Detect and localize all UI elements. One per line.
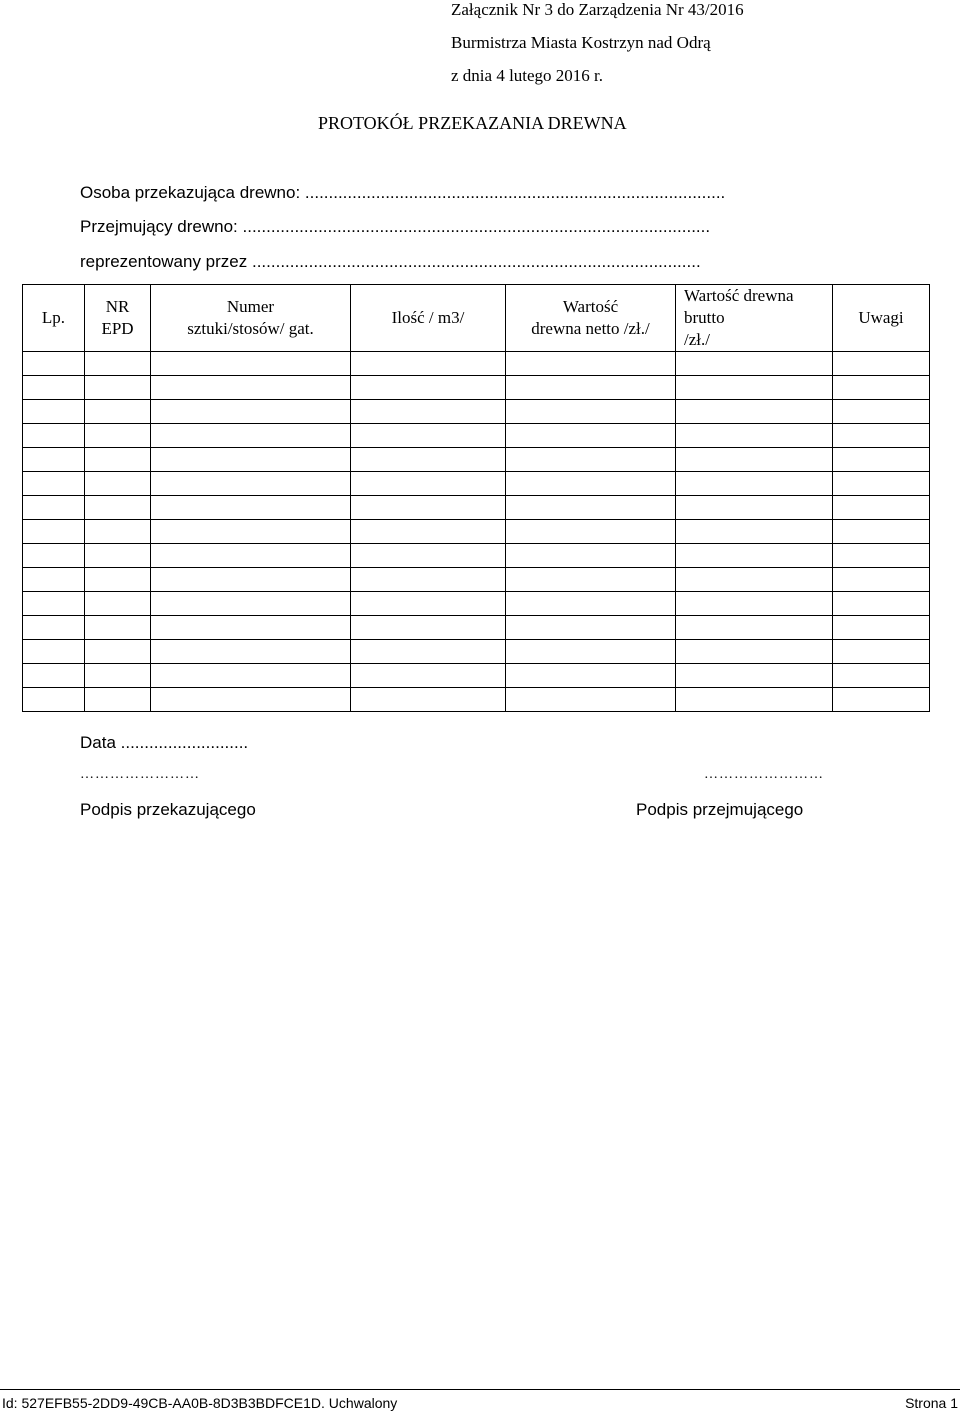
transfer-table	[22, 284, 930, 712]
table-row	[23, 352, 930, 376]
table-cell	[151, 376, 351, 400]
table-header-row	[23, 285, 930, 352]
field-przejmujacy: Przejmujący drewno: ...................................................................................................	[80, 217, 711, 236]
table-row	[23, 448, 930, 472]
table-cell	[23, 424, 85, 448]
table-cell	[833, 640, 930, 664]
table-cell	[833, 688, 930, 712]
table-cell	[85, 424, 151, 448]
table-cell	[676, 616, 833, 640]
col-header-uwagi: Uwagi	[833, 285, 930, 352]
table-row	[23, 616, 930, 640]
table-cell	[833, 472, 930, 496]
field-osoba-przekazujaca: Osoba przekazująca drewno: .........................................................................................	[80, 183, 726, 202]
table-cell	[676, 472, 833, 496]
table-cell	[23, 448, 85, 472]
table-cell	[351, 664, 506, 688]
table-cell	[151, 496, 351, 520]
table-row	[23, 688, 930, 712]
table-cell	[23, 472, 85, 496]
col-header-numer: Numer sztuki/stosów/ gat.	[151, 285, 351, 352]
table-cell	[23, 688, 85, 712]
table-cell	[506, 592, 676, 616]
table-cell	[151, 448, 351, 472]
header-line-3: z dnia 4 lutego 2016 r.	[451, 66, 604, 85]
table-cell	[833, 544, 930, 568]
table-cell	[151, 616, 351, 640]
table-cell	[351, 352, 506, 376]
table-cell	[151, 592, 351, 616]
document-title: PROTOKÓŁ PRZEKAZANIA DREWNA	[318, 113, 627, 133]
signature-label-left: Podpis przekazującego	[80, 800, 256, 819]
signature-label-right: Podpis przejmującego	[636, 800, 804, 819]
table-cell	[23, 520, 85, 544]
table-cell	[506, 376, 676, 400]
col-header-nr-epd: NR EPD	[85, 285, 151, 352]
table-cell	[351, 472, 506, 496]
date-field: Data ...........................	[80, 733, 249, 752]
table-cell	[506, 616, 676, 640]
table-cell	[151, 424, 351, 448]
table-cell	[351, 616, 506, 640]
table-row	[23, 568, 930, 592]
table-cell	[85, 544, 151, 568]
table-cell	[506, 544, 676, 568]
table-cell	[351, 424, 506, 448]
table-cell	[833, 496, 930, 520]
table-cell	[151, 544, 351, 568]
table-cell	[351, 544, 506, 568]
table-cell	[85, 472, 151, 496]
table-cell	[506, 400, 676, 424]
table-cell	[85, 592, 151, 616]
table-cell	[23, 376, 85, 400]
table-cell	[351, 688, 506, 712]
table-cell	[351, 640, 506, 664]
table-row	[23, 544, 930, 568]
table-cell	[351, 568, 506, 592]
table-cell	[85, 616, 151, 640]
table-cell	[151, 688, 351, 712]
footer-page-number: Strona 1	[905, 1395, 958, 1411]
table-cell	[506, 664, 676, 688]
table-cell	[676, 568, 833, 592]
table-row	[23, 400, 930, 424]
table-cell	[833, 376, 930, 400]
table-cell	[833, 520, 930, 544]
table-cell	[23, 616, 85, 640]
table-cell	[151, 640, 351, 664]
table-cell	[351, 592, 506, 616]
footer-document-id: Id: 527EFB55-2DD9-49CB-AA0B-8D3B3BDFCE1D. Uchwalony	[2, 1395, 398, 1411]
table-cell	[351, 448, 506, 472]
table-cell	[23, 400, 85, 424]
table-cell	[151, 472, 351, 496]
table-cell	[23, 544, 85, 568]
table-row	[23, 424, 930, 448]
table-cell	[676, 448, 833, 472]
col-header-lp: Lp.	[23, 285, 85, 352]
table-cell	[676, 376, 833, 400]
table-cell	[833, 352, 930, 376]
table-cell	[85, 640, 151, 664]
table-cell	[676, 424, 833, 448]
col-header-wartosc-netto: Wartość drewna netto /zł./	[506, 285, 676, 352]
table-cell	[23, 352, 85, 376]
table-cell	[676, 664, 833, 688]
table-cell	[23, 592, 85, 616]
table-row	[23, 664, 930, 688]
table-cell	[506, 472, 676, 496]
table-cell	[506, 448, 676, 472]
table-row	[23, 496, 930, 520]
table-cell	[85, 448, 151, 472]
field-reprezentowany: reprezentowany przez ...............................................................................................	[80, 252, 701, 271]
table-cell	[85, 664, 151, 688]
table-cell	[506, 496, 676, 520]
table-cell	[85, 568, 151, 592]
header-line-2: Burmistrza Miasta Kostrzyn nad Odrą	[451, 33, 711, 52]
table-cell	[85, 400, 151, 424]
table-cell	[151, 520, 351, 544]
table-cell	[676, 640, 833, 664]
table-cell	[23, 568, 85, 592]
table-cell	[676, 520, 833, 544]
table-row	[23, 640, 930, 664]
table-cell	[676, 496, 833, 520]
table-row	[23, 376, 930, 400]
table-cell	[506, 520, 676, 544]
table-cell	[151, 568, 351, 592]
table-cell	[833, 448, 930, 472]
table-cell	[151, 352, 351, 376]
table-cell	[833, 616, 930, 640]
table-cell	[23, 496, 85, 520]
table-cell	[833, 400, 930, 424]
table-cell	[351, 400, 506, 424]
table-cell	[23, 640, 85, 664]
table-cell	[506, 640, 676, 664]
table-cell	[351, 376, 506, 400]
table-cell	[151, 400, 351, 424]
table-row	[23, 472, 930, 496]
table-cell	[151, 664, 351, 688]
table-cell	[833, 592, 930, 616]
table-cell	[351, 520, 506, 544]
table-cell	[676, 400, 833, 424]
table-cell	[676, 592, 833, 616]
table-cell	[833, 568, 930, 592]
table-row	[23, 592, 930, 616]
signature-line-left: ……………………	[80, 767, 200, 782]
table-cell	[676, 352, 833, 376]
table-cell	[833, 664, 930, 688]
header-line-1: Załącznik Nr 3 do Zarządzenia Nr 43/2016	[451, 0, 744, 19]
table-cell	[85, 520, 151, 544]
table-cell	[23, 664, 85, 688]
signature-line-right: ……………………	[704, 767, 824, 782]
table-cell	[85, 496, 151, 520]
table-row	[23, 520, 930, 544]
table-cell	[676, 544, 833, 568]
table-cell	[85, 352, 151, 376]
table-cell	[506, 352, 676, 376]
page-footer	[0, 1389, 960, 1414]
col-header-wartosc-brutto: Wartość drewna brutto /zł./	[676, 285, 833, 352]
table-cell	[506, 688, 676, 712]
table-cell	[351, 496, 506, 520]
table-cell	[676, 688, 833, 712]
table-cell	[506, 568, 676, 592]
table-cell	[506, 424, 676, 448]
col-header-ilosc: Ilość / m3/	[351, 285, 506, 352]
table-cell	[833, 424, 930, 448]
table-cell	[85, 376, 151, 400]
table-cell	[85, 688, 151, 712]
